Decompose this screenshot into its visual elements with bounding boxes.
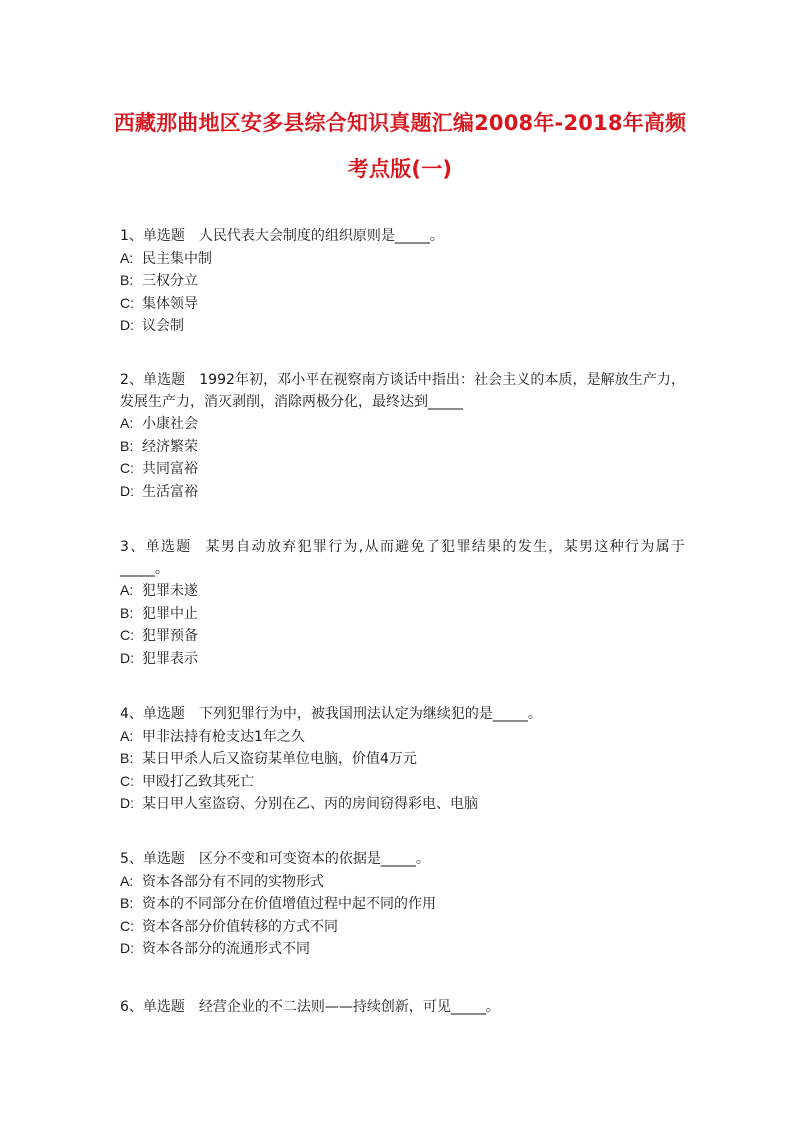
option-text: 民主集中制 (142, 250, 212, 267)
option-text: 犯罪未遂 (142, 583, 198, 599)
option-text: 甲殴打乙致其死亡 (142, 773, 254, 790)
option-d (120, 481, 685, 504)
option-text: 犯罪中止 (142, 605, 198, 622)
question-number: 6、 (120, 999, 143, 1015)
question-text: 下列犯罪行为中，被我国刑法认定为继续犯的是_____。 (198, 706, 542, 722)
question-stem (120, 997, 685, 1019)
option-text: 共同富裕 (142, 461, 198, 477)
option-letter: B: (120, 750, 134, 766)
option-text: 小康社会 (142, 416, 198, 432)
option-d (120, 793, 685, 816)
option-c (120, 625, 685, 648)
option-c (120, 293, 685, 316)
option-text: 某日甲人室盗窃、分别在乙、丙的房间窃得彩电、电脑 (142, 796, 478, 812)
option-text: 资本的不同部分在价值增值过程中起不同的作用 (142, 896, 436, 912)
option-text: 资本各部分有不同的实物形式 (142, 873, 324, 890)
question-number: 2、 (120, 372, 144, 388)
option-d (120, 648, 685, 671)
option-b (120, 270, 685, 293)
question-type: 单选题 (142, 851, 185, 867)
option-b (120, 603, 685, 626)
option-a (120, 580, 685, 603)
option-letter: D: (120, 649, 134, 666)
option-text: 三权分立 (142, 273, 198, 289)
question-3 (120, 537, 685, 670)
question-type: 单选题 (142, 228, 185, 244)
question-stem (120, 849, 685, 871)
option-letter: A: (120, 249, 134, 266)
question-6 (120, 997, 685, 1019)
question-text: 人民代表大会制度的组织原则是_____。 (198, 228, 444, 244)
question-text: 某男自动放弃犯罪行为,从而避免了犯罪结果的发生，某男这种行为属于_____。 (120, 539, 685, 577)
option-list (120, 726, 685, 816)
question-1 (120, 226, 685, 338)
option-text: 资本各部分的流通形式不同 (142, 941, 310, 957)
option-text: 犯罪表示 (142, 650, 198, 667)
question-5 (120, 849, 685, 961)
question-text: 1992年初，邓小平在视察南方谈话中指出：社会主义的本质，是解放生产力，发展生产力，消灭剥削，消除两极分化，最终达到_____ (120, 372, 685, 410)
option-text: 资本各部分价值转移的方式不同 (142, 918, 338, 935)
question-text: 区分不变和可变资本的依据是_____。 (198, 851, 430, 867)
option-letter: D: (120, 317, 134, 333)
option-b (120, 748, 685, 771)
option-letter: A: (120, 582, 134, 598)
option-text: 甲非法持有枪支达1年之久 (142, 728, 305, 745)
option-letter: A: (120, 872, 134, 889)
option-list (120, 871, 685, 961)
option-a (120, 248, 685, 271)
option-text: 某日甲杀人后又盗窃某单位电脑，价值4万元 (142, 751, 417, 767)
question-type: 单选题 (142, 999, 185, 1015)
option-c (120, 916, 685, 939)
option-list (120, 413, 685, 503)
option-letter: B: (120, 895, 134, 911)
option-text: 犯罪预备 (142, 628, 198, 644)
question-type: 单选题 (145, 539, 192, 555)
option-a (120, 871, 685, 894)
question-stem (120, 370, 685, 413)
question-stem (120, 704, 685, 726)
option-a (120, 726, 685, 749)
option-letter: D: (120, 482, 134, 499)
option-list (120, 580, 685, 670)
option-letter: D: (120, 795, 134, 811)
option-letter: C: (120, 294, 134, 311)
question-type: 单选题 (142, 706, 185, 722)
option-text: 集体领导 (142, 295, 198, 312)
option-d (120, 315, 685, 338)
option-letter: B: (120, 272, 134, 288)
option-letter: C: (120, 460, 134, 476)
question-number: 5、 (120, 851, 143, 867)
option-text: 生活富裕 (142, 483, 198, 500)
option-letter: A: (120, 415, 134, 431)
option-letter: B: (120, 604, 134, 621)
option-letter: C: (120, 917, 134, 934)
option-c (120, 771, 685, 794)
option-letter: B: (120, 437, 134, 454)
option-c (120, 458, 685, 481)
question-number: 3、 (120, 539, 146, 555)
question-stem (120, 537, 685, 580)
question-type: 单选题 (143, 372, 186, 388)
document-title: 西藏那曲地区安多县综合知识真题汇编2008年-2018年高频考点版(一) (113, 111, 687, 181)
option-list (120, 248, 685, 338)
option-text: 议会制 (142, 318, 184, 334)
question-stem (120, 226, 685, 248)
option-letter: D: (120, 940, 134, 956)
question-number: 1、 (120, 228, 143, 244)
option-letter: C: (120, 627, 134, 643)
question-text: 经营企业的不二法则——持续创新，可见_____。 (198, 999, 500, 1015)
option-a (120, 413, 685, 436)
option-b (120, 893, 685, 916)
option-d (120, 938, 685, 961)
option-b (120, 436, 685, 459)
option-letter: A: (120, 727, 134, 744)
option-letter: C: (120, 772, 134, 789)
question-2 (120, 370, 685, 503)
question-number: 4、 (120, 706, 143, 722)
option-text: 经济繁荣 (142, 438, 198, 455)
question-4 (120, 704, 685, 816)
